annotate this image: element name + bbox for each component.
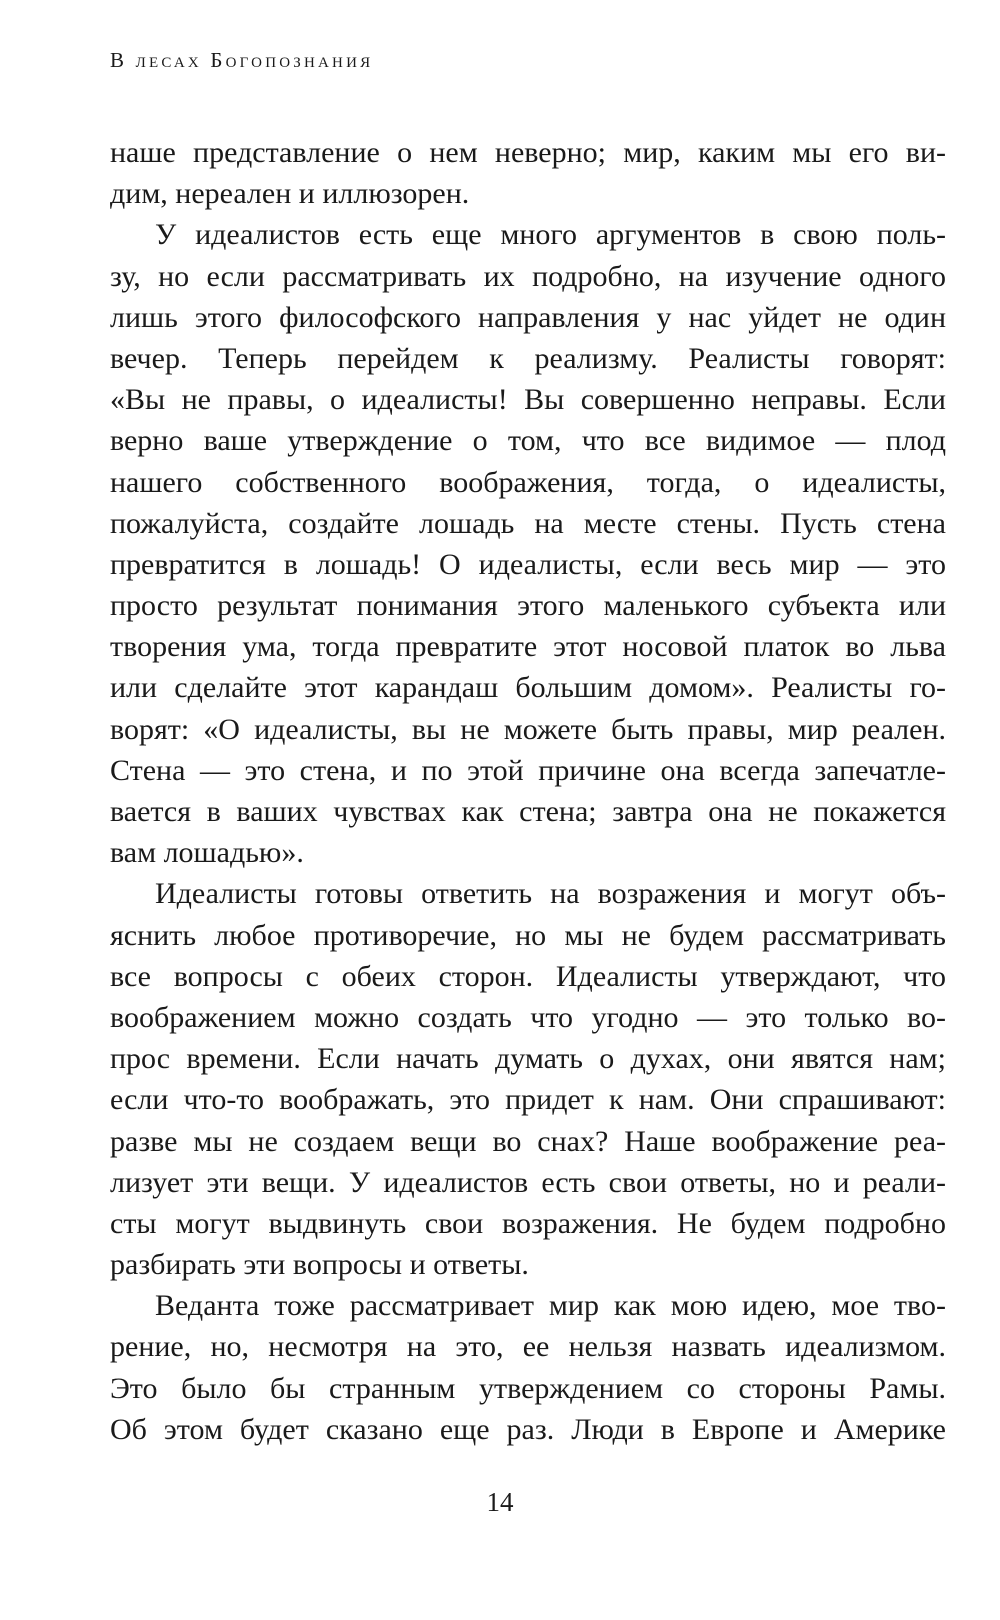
text-line: воображением можно создать что угодно — это только во-	[110, 1000, 946, 1034]
text-line: рение, но, несмотря на это, ее нельзя назвать идеализмом.	[110, 1330, 946, 1364]
text-line: вечер. Теперь перейдем к реализму. Реалисты говорят:	[110, 341, 946, 375]
text-line: Это было бы странным утверждением со стороны Рамы.	[110, 1371, 946, 1405]
text-line: Веданта тоже рассматривает мир как мою идею, мое тво-	[155, 1289, 946, 1323]
text-line: верно ваше утверждение о том, что все видимое — плод	[110, 424, 946, 458]
text-line: сты могут выдвинуть свои возражения. Не будем подробно	[110, 1206, 946, 1240]
text-line: творения ума, тогда превратите этот носовой платок во льва	[110, 630, 946, 664]
text-line: превратится в лошадь! О идеалисты, если весь мир — это	[110, 547, 946, 581]
text-line: просто результат понимания этого маленького субъекта или	[110, 589, 946, 623]
text-line: разбирать эти вопросы и ответы.	[110, 1248, 529, 1282]
text-line: или сделайте этот карандаш большим домом». Реалисты го-	[110, 671, 946, 705]
text-line: Идеалисты готовы ответить на возражения и могут объ-	[155, 877, 946, 911]
text-line: вается в ваших чувствах как стена; завтра она не покажется	[110, 795, 946, 828]
text-line: вам лошадью».	[110, 836, 304, 870]
text-line: У идеалистов есть еще много аргументов в свою поль-	[155, 218, 946, 252]
text-line: лизует эти вещи. У идеалистов есть свои ответы, но и реали-	[110, 1165, 946, 1199]
text-line: если что-то воображать, это придет к нам. Они спрашивают:	[110, 1083, 946, 1117]
text-line: прос времени. Если начать думать о духах, они явятся нам;	[110, 1042, 946, 1076]
text-line: дим, нереален и иллюзорен.	[110, 177, 470, 211]
text-line: Об этом будет сказано еще раз. Люди в Европе и Америке	[110, 1412, 946, 1446]
text-line: яснить любое противоречие, но мы не будем рассматривать	[110, 918, 946, 952]
text-line: разве мы не создаем вещи во снах? Наше воображение реа-	[110, 1124, 946, 1158]
text-line: все вопросы с обеих сторон. Идеалисты утверждают, что	[110, 959, 946, 993]
text-line: наше представление о нем неверно; мир, каким мы его ви-	[110, 136, 946, 169]
text-line: нашего собственного воображения, тогда, о идеалисты,	[110, 465, 946, 499]
text-line: зу, но если рассматривать их подробно, на изучение одного	[110, 259, 946, 293]
text-line: лишь этого философского направления у нас уйдет не один	[110, 300, 946, 334]
page-number: 14	[486, 1487, 514, 1517]
body-text	[110, 132, 946, 1450]
text-line: ворят: «О идеалисты, вы не можете быть правы, мир реален.	[110, 712, 946, 746]
text-line: Стена — это стена, и по этой причине она всегда запечатле-	[110, 753, 946, 787]
running-head: В лесах Богопознания	[110, 48, 374, 72]
text-line: пожалуйста, создайте лошадь на месте стены. Пусть стена	[110, 506, 946, 540]
text-line: «Вы не правы, о идеалисты! Вы совершенно неправы. Если	[110, 383, 946, 417]
